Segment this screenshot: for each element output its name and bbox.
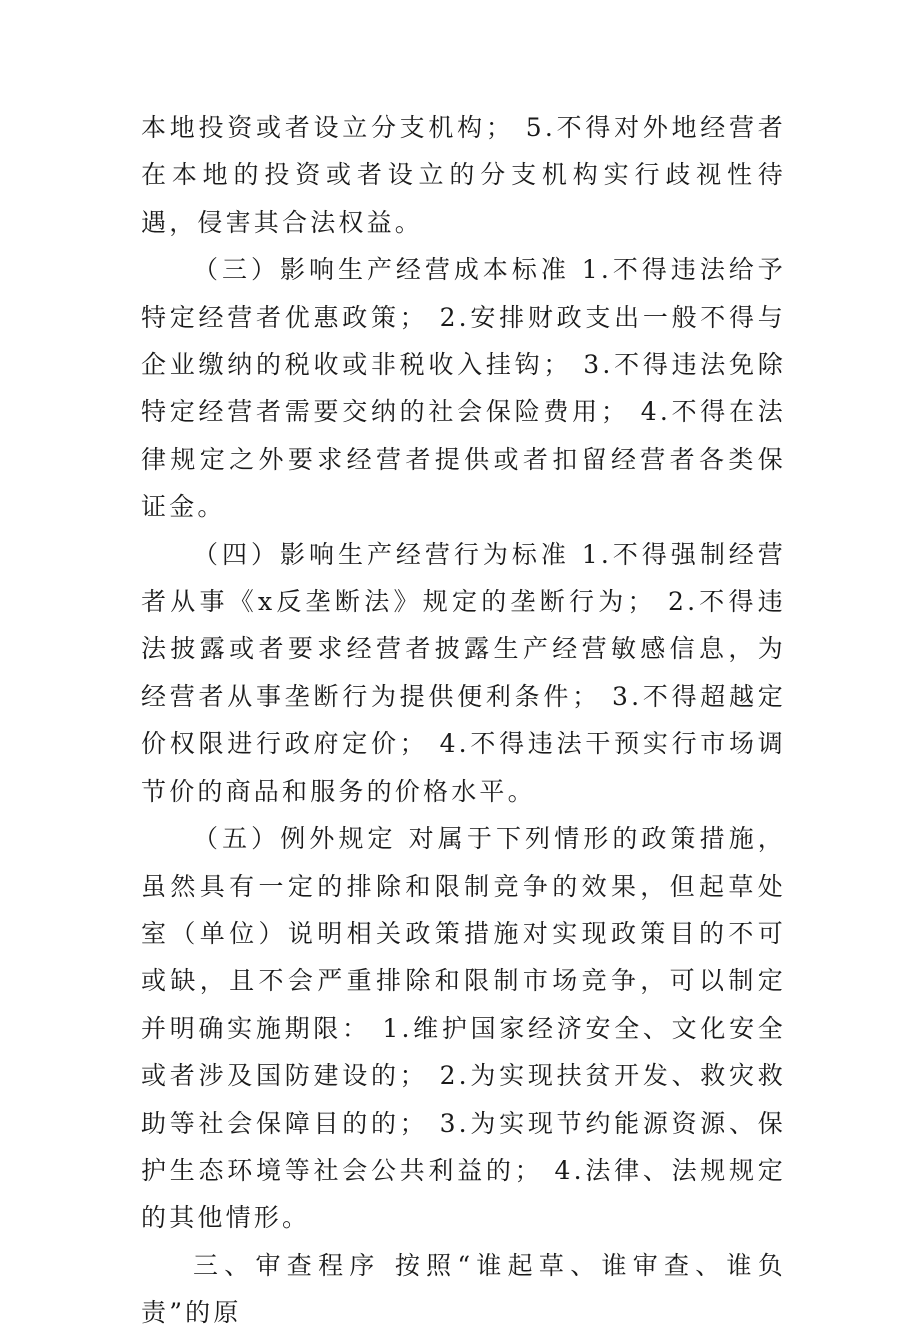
document-body <box>141 104 786 1337</box>
paragraph-local-investment-continuation: 本地投资或者设立分支机构； 5.不得对外地经营者在本地的投资或者设立的分支机构实行歧视性待遇，侵害其合法权益。 <box>141 113 786 237</box>
paragraph-production-behavior-standard: （四）影响生产经营行为标准 1.不得强制经营者从事《x反垄断法》规定的垄断行为； 2.不得违法披露或者要求经营者披露生产经营敏感信息，为经营者从事垄断行为提供便利条件； 3.不得超越定价权限进行政府定价； 4.不得违法干预实行市场调节价的商品和服务的价格水平。 <box>141 539 786 806</box>
paragraph-exception-rules: （五）例外规定 对属于下列情形的政策措施，虽然具有一定的排除和限制竞争的效果，但起草处室（单位）说明相关政策措施对实现政策目的不可或缺，且不会严重排除和限制市场竞争，可以制定并明确实施期限： 1.维护国家经济安全、文化安全或者涉及国防建设的； 2.为实现扶贫开发、救灾救助等社会保障目的的； 3.为实现节约能源资源、保护生态环境等社会公共利益的； 4.法律、法规规定的其他情形。 <box>141 824 786 1233</box>
paragraph-production-cost-standard: （三）影响生产经营成本标准 1.不得违法给予特定经营者优惠政策； 2.安排财政支出一般不得与企业缴纳的税收或非税收入挂钩； 3.不得违法免除特定经营者需要交纳的社会保险费用； 4.不得在法律规定之外要求经营者提供或者扣留经营者各类保证金。 <box>141 255 786 522</box>
paragraph-review-procedure: 三、审查程序 按照“谁起草、谁审查、谁负责”的原 <box>141 1250 786 1328</box>
